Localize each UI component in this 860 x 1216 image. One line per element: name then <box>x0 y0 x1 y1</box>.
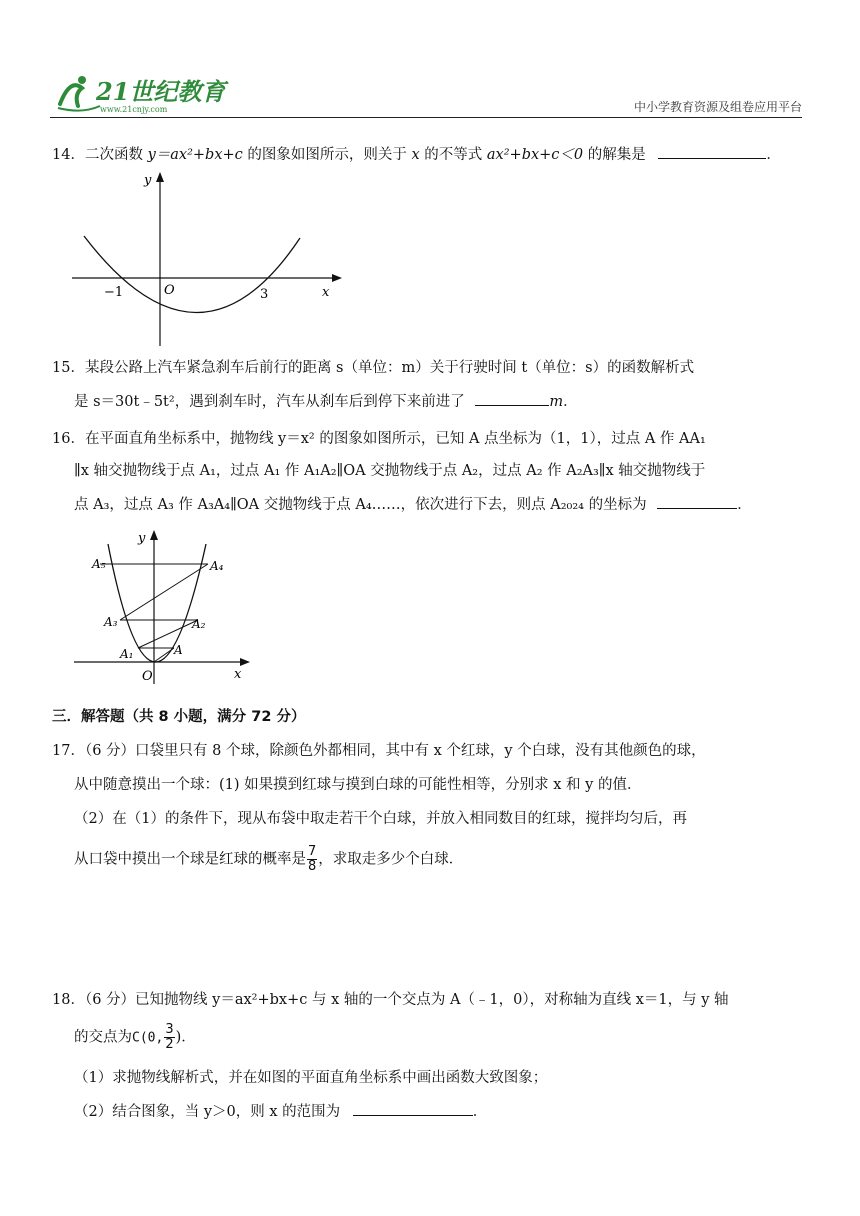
q18-answer-blank[interactable] <box>353 1101 473 1116</box>
q14-end: ． <box>766 147 781 163</box>
q16-text-1: 在平面直角坐标系中，抛物线 y＝x² 的图象如图所示，已知 A 点坐标为（1，1），过点 A 作 AA₁ <box>84 431 706 447</box>
q15-text-2: 是 s＝30t﹣5t²，遇到刹车时，汽车从刹车后到停下来前进了 <box>74 394 465 410</box>
q18-fraction <box>164 1023 174 1052</box>
q17-text-3: （2）在（1）的条件下，现从布袋中取走若干个白球，并放入相同数目的红球，搅拌均匀后，再 <box>74 811 687 827</box>
q18-point-c: C(0, <box>132 1030 164 1046</box>
q16-parabola <box>108 544 206 662</box>
q18-line4 <box>74 1101 487 1122</box>
q16-line2 <box>74 461 705 481</box>
q17-line4 <box>74 845 463 874</box>
q14-xlabel: x <box>322 285 330 300</box>
q16-ylabel: y <box>138 531 146 546</box>
q14-root-right: 3 <box>260 287 269 302</box>
q14-y-arrow <box>156 172 164 182</box>
q14-text-a: 二次函数 <box>84 147 148 163</box>
q16-segment-A1A2 <box>138 620 198 648</box>
q16-text-2: ∥x 轴交抛物线于点 A₁，过点 A₁ 作 A₁A₂∥OA 交抛物线于点 A₂，过点 A₂ 作 A₂A₃∥x 轴交抛物线于 <box>74 463 706 479</box>
q16-label-A2: A₂ <box>192 617 206 631</box>
q17-line1 <box>52 741 706 761</box>
q16-origin: O <box>142 669 153 684</box>
q16-text-3: 点 A₃，过点 A₃ 作 A₃A₄∥OA 交抛物线于点 A₄……，依次进行下去，则点 A₂₀₂₄ 的坐标为 <box>74 497 647 513</box>
q14-root-left: −1 <box>104 285 124 300</box>
header-divider <box>50 117 802 118</box>
q17-frac-den: 8 <box>308 859 317 874</box>
q17-frac-num: 7 <box>308 844 317 859</box>
q16-graph <box>70 526 256 686</box>
q18-line2 <box>74 1023 196 1052</box>
q18-line3 <box>74 1068 547 1088</box>
q14-text-d: 的解集是 <box>583 147 646 163</box>
svg-text:www.21cnjy.com: www.21cnjy.com <box>100 105 168 114</box>
q14-text-b: 的图象如图所示，则关于 <box>242 147 412 163</box>
q17-line3 <box>74 809 687 829</box>
q14-text-c: 的不等式 <box>419 147 487 163</box>
q18-text-2b: )． <box>175 1029 196 1046</box>
q18-end: ． <box>472 1104 488 1120</box>
q16-answer-blank[interactable] <box>657 494 737 509</box>
q16-label-A: A <box>174 643 183 657</box>
q17-fraction <box>307 845 317 874</box>
q14-answer-blank[interactable] <box>658 144 766 159</box>
q16-y-arrow <box>150 530 158 540</box>
q15-end: ． <box>563 394 578 410</box>
q18-text-2a: 的交点为 <box>74 1029 132 1046</box>
platform-label: 中小学教育资源及组卷应用平台 <box>633 100 802 114</box>
q14-number: 14． <box>52 147 85 163</box>
q16-label-A5: A₅ <box>92 557 106 571</box>
q17-text-4b: ，求取走多少个白球． <box>318 851 464 868</box>
q14-inequality: ax²+bx+c＜0 <box>486 147 584 163</box>
q14-graph <box>60 168 350 350</box>
q18-frac-den: 2 <box>165 1037 174 1052</box>
q14-ylabel: y <box>144 173 152 188</box>
q17-text-1: （6 分）口袋里只有 8 个球，除颜色外都相同，其中有 x 个红球，y 个白球，没有其他颜色的球， <box>84 743 706 759</box>
q15-line2 <box>74 391 578 412</box>
section-3-title: 三．解答题（共 8 小题，满分 72 分） <box>52 709 306 725</box>
q16-line1 <box>52 429 706 449</box>
q16-segment-OA <box>154 648 174 662</box>
q14-x-arrow <box>332 274 342 282</box>
q18-frac-num: 3 <box>165 1022 174 1037</box>
q15-line1 <box>52 358 694 378</box>
q18-number: 18． <box>52 992 85 1008</box>
q14-expression: y＝ax²+bx+c <box>147 147 243 163</box>
q18-line1 <box>52 990 729 1010</box>
q17-number: 17． <box>52 743 85 759</box>
q16-end: ． <box>737 497 752 513</box>
q16-x-arrow <box>240 658 250 666</box>
q16-label-A4: A₄ <box>210 559 224 573</box>
q17-text-2: 从中随意摸出一个球：(1) 如果摸到红球与摸到白球的可能性相等，分别求 x 和 y 的值． <box>74 777 642 793</box>
q16-label-A1: A₁ <box>120 647 134 661</box>
q16-xlabel: x <box>234 667 242 682</box>
q16-line3 <box>74 494 752 515</box>
q14-origin: O <box>164 283 175 298</box>
q16-label-A3: A₃ <box>104 615 118 629</box>
q16-segment-A3A4 <box>120 564 208 620</box>
q17-text-4a: 从口袋中摸出一个球是红球的概率是 <box>74 851 306 868</box>
q18-text-1: （6 分）已知抛物线 y＝ax²+bx+c 与 x 轴的一个交点为 A（﹣1，0），对称轴为直线 x＝1，与 y 轴 <box>84 992 729 1008</box>
q14-stem <box>52 144 781 165</box>
q15-unit: m <box>549 394 564 410</box>
q18-text-4a: （2）结合图象，当 y＞0，则 x 的范围为 <box>74 1104 341 1120</box>
svg-text:21世纪教育: 21世纪教育 <box>96 77 226 106</box>
q15-text-1: 某段公路上汽车紧急刹车后前行的距离 s（单位：m）关于行驶时间 t（单位：s）的函数解析式 <box>84 360 695 376</box>
q17-line2 <box>74 775 641 795</box>
q18-text-3: （1）求抛物线解析式，并在如图的平面直角坐标系中画出函数大致图象； <box>74 1070 548 1086</box>
q15-number: 15． <box>52 360 85 376</box>
logo-graphic <box>52 70 252 114</box>
q15-answer-blank[interactable] <box>475 391 549 406</box>
q14-x: x <box>411 147 420 163</box>
site-logo <box>52 70 252 114</box>
q16-number: 16． <box>52 431 85 447</box>
